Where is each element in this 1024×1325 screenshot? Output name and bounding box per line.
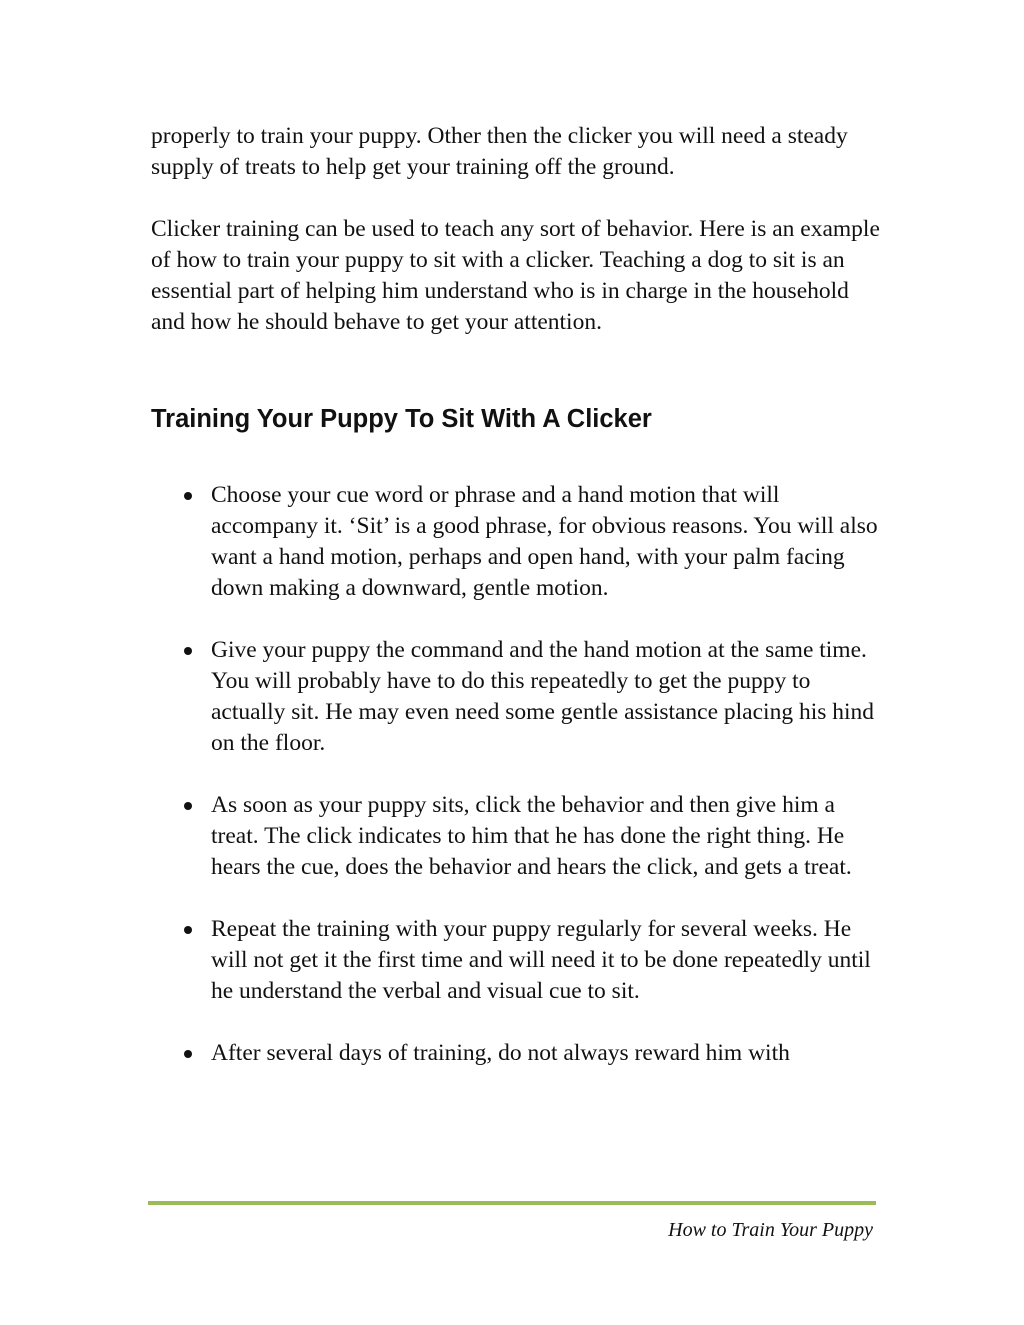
footer-divider	[148, 1201, 876, 1205]
bullet-icon	[184, 647, 192, 655]
list-item-text: Choose your cue word or phrase and a hand motion that will accompany it. ‘Sit’ is a good phrase, for obvious reasons. You will also want a hand motion, perhaps and open hand, with your palm facing down making a downward, gentle motion.	[211, 482, 878, 601]
list-item	[151, 914, 881, 1007]
steps-list	[151, 480, 881, 1069]
body-paragraph: Clicker training can be used to teach any sort of behavior. Here is an example of how to train your puppy to sit with a clicker. Teaching a dog to sit is an essential part of helping him understand who is in charge in the household and how he should behave to get your attention.	[151, 216, 880, 335]
list-item-text: Repeat the training with your puppy regularly for several weeks. He will not get it the first time and will need it to be done repeatedly until he understand the verbal and visual cue to sit.	[211, 916, 871, 1004]
bullet-icon	[184, 926, 192, 934]
bullet-icon	[184, 492, 192, 500]
list-item-text: As soon as your puppy sits, click the behavior and then give him a treat. The click indicates to him that he has done the right thing. He hears the cue, does the behavior and hears the click, and gets a treat.	[211, 792, 852, 880]
list-item	[151, 790, 881, 883]
bullet-icon	[184, 802, 192, 810]
body-paragraph: properly to train your puppy. Other then the clicker you will need a steady supply of treats to help get your training off the ground.	[151, 123, 848, 180]
page-content	[151, 121, 881, 1069]
bullet-icon	[184, 1050, 192, 1058]
list-item	[151, 635, 881, 759]
list-item-text: After several days of training, do not always reward him with	[211, 1040, 790, 1066]
list-item-text: Give your puppy the command and the hand motion at the same time. You will probably have to do this repeatedly to get the puppy to actually sit. He may even need some gentle assistance placing his hind on the floor.	[211, 637, 875, 756]
list-item	[151, 480, 881, 604]
list-item	[151, 1038, 881, 1069]
section-heading: Training Your Puppy To Sit With A Clicker	[151, 405, 652, 433]
footer-title: How to Train Your Puppy	[668, 1219, 873, 1241]
